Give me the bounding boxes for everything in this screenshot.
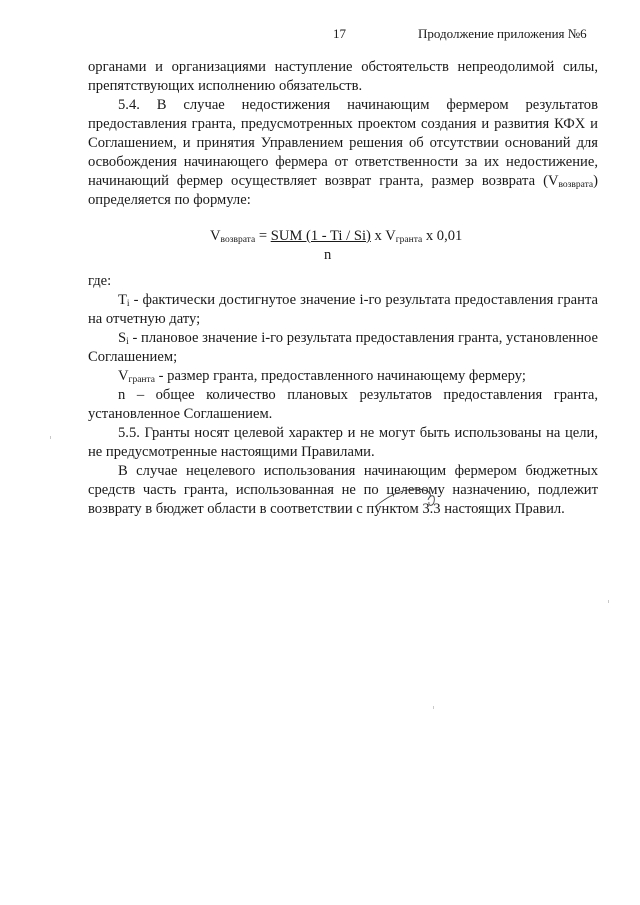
- scan-artifact: [608, 600, 609, 603]
- scan-artifact: [50, 436, 51, 439]
- page-number: 17: [333, 26, 346, 41]
- formula-denominator: n: [324, 247, 332, 263]
- signature-mark: [374, 482, 444, 512]
- scan-artifact: [433, 706, 434, 709]
- formula: [88, 210, 598, 272]
- document-body: [88, 58, 598, 519]
- paragraph-misuse: В случае нецелевого использования начинающим фермером бюджетных средств часть гранта, использованная не по целевому назначению, подлежит возврату в бюджет области в соответствии с пунктом 3.3 настоящих Правил.: [88, 463, 598, 517]
- paragraph-5-4: 5.4. В случае недостижения начинающим фермером результатов предоставления гранта, предусмотренных проектом создания и развития КФХ и Соглашением, и принятия Управлением решения об отсутствии оснований для освобождения начинающего фермера от ответственности за их недостижение, начинающий фермер осуществляет возврат гранта, размер возврата $(V_{возврата})$ определяется по формуле:: [88, 97, 598, 208]
- paragraph-continuation: органами и организациями наступление обстоятельств непреодолимой силы, препятствующих исполнению обязательств.: [88, 59, 598, 94]
- paragraph-5-5: 5.5. Гранты носят целевой характер и не могут быть использованы на цели, не предусмотренные настоящими Правилами.: [88, 425, 598, 460]
- definition-v: $V_{гранта}$ - размер гранта, предоставленного начинающему фермеру;: [118, 368, 526, 385]
- definition-t: $T_i$ - фактически достигнутое значение i-го результата предоставления гранта на отчетную дату;: [88, 292, 598, 327]
- where-label: где:: [88, 273, 112, 289]
- formula-numerator: $V_{возврата}$ = SUM (1 - Ti / Si) x $V_{гранта}$ x 0,01: [210, 228, 463, 245]
- definition-n: n – общее количество плановых результатов предоставления гранта, установленное Соглашением.: [88, 387, 598, 422]
- running-header: Продолжение приложения №6: [418, 26, 587, 41]
- definition-s: $S_i$ - плановое значение i-го результата предоставления гранта, установленное Соглашением;: [88, 330, 598, 365]
